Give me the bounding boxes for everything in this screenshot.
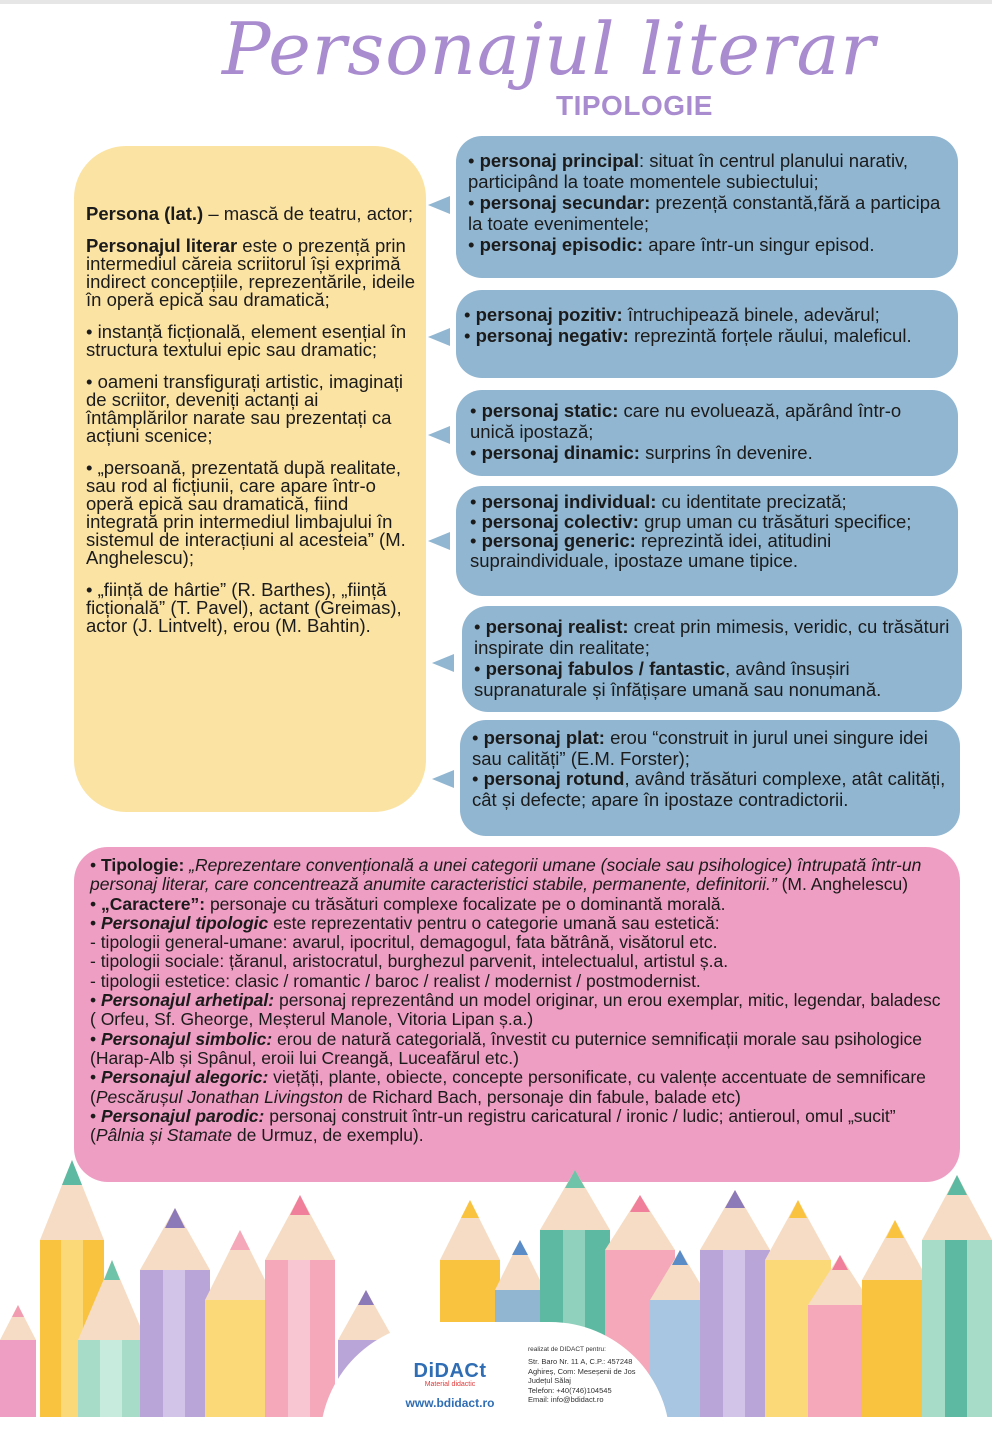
definition-personaj: Personajul literar este o prezență prin intermediul căreia scriitorul își exprimă indirect concepțiile, reprezentările, ideile în operă epică sau dramatică; bbox=[86, 235, 416, 310]
category-item: • personaj static: care nu evoluează, apărând într-o unică ipostază; bbox=[470, 400, 902, 442]
category-box-identity bbox=[456, 486, 958, 596]
category-item: • personaj plat: erou “construit in jurul unei singure idei sau calități” (E.M. Forster); bbox=[472, 727, 928, 769]
poster-title: Personajul literar bbox=[222, 7, 876, 91]
typology-arhetipal: • Personajul arhetipal: personaj reprezentând un model originar, un erou exemplar, mitic, legendar, baladesc ( Orfeu, Sf. Gheorge, Meșterul Manole, Vitoria Lipan ș.a.) bbox=[90, 990, 941, 1030]
category-item: • personaj generic: reprezintă idei, atitudini supraindividuale, ipostaze umane tipice. bbox=[470, 530, 832, 571]
category-item: • personaj realist: creat prin mimesis, veridic, cu trăsături inspirate din realitate; bbox=[474, 616, 950, 658]
category-item: • personaj principal: situat în centrul planului narativ, participând la toate momentele subiectului; bbox=[468, 150, 909, 192]
category-item: • personaj fabulos / fantastic, având însușiri supranaturale și înfățișare umană sau nonumană. bbox=[474, 658, 882, 700]
pencil-icon bbox=[205, 1230, 275, 1417]
top-border bbox=[0, 0, 992, 4]
pencil-icon bbox=[140, 1208, 210, 1417]
poster-subtitle: TIPOLOGIE bbox=[556, 90, 713, 121]
definition-oameni: • oameni transfigurați artistic, imaginați de scriitor, deveniți actanți ai întâmplărilor narate sau prezentați ca acțiuni scenice; bbox=[86, 371, 403, 446]
pencil-icon bbox=[700, 1190, 770, 1417]
typology-text bbox=[90, 856, 950, 1145]
category-item: • personaj pozitiv: întruchipează binele, adevărul; bbox=[464, 304, 880, 325]
category-item: • personaj secundar: prezență constantă,fără a participa la toate evenimentele; bbox=[468, 192, 941, 234]
category-box-complexity bbox=[460, 720, 960, 836]
definition-persona: Persona (lat.) – mască de teatru, actor; bbox=[86, 203, 413, 224]
arrow-icon bbox=[432, 770, 454, 788]
definition-text bbox=[86, 205, 421, 649]
category-item: • personaj colectiv: grup uman cu trăsături specifice; bbox=[470, 510, 912, 532]
pencil-icon bbox=[0, 1305, 36, 1417]
typology-simbolic: • Personajul simbolic: erou de natură categorială, învestit cu puternice semnificații morale sau psihologice (Harap-Alb și Spânul, eroii lui Creangă, Luceafărul etc.) bbox=[90, 1028, 922, 1068]
arrow-icon bbox=[428, 196, 450, 214]
typology-estetice: - tipologii estetice: clasic / romantic / baroc / realist / modernist / postmodernist. bbox=[90, 970, 701, 991]
arrow-icon bbox=[428, 532, 450, 550]
category-item: • personaj negativ: reprezintă forțele răului, maleficul. bbox=[464, 325, 912, 346]
category-box-evolution bbox=[456, 390, 958, 476]
category-item: • personaj rotund, având trăsături complexe, atât calități, cât și defecte; apare în ipostaze contradictorii. bbox=[472, 768, 946, 810]
pencil-icon bbox=[922, 1175, 992, 1417]
pencil-icon bbox=[265, 1195, 335, 1417]
typology-sociale: - tipologii sociale: țăranul, aristocratul, burghezul parvenit, intelectualul, artistul ș.a. bbox=[90, 951, 729, 972]
typology-alegoric: • Personajul alegoric: viețăți, plante, obiecte, concepte personificate, cu valențe accentuate de semnificare (Pescărușul Jonathan Livingston de Richard Bach, personaje din fabule, balade etc) bbox=[90, 1067, 926, 1107]
category-box-moral bbox=[456, 290, 958, 378]
footer-address: Str. Baro Nr. 11 A, C.P.: 457248 Aghireș, Com: Meseșenii de Jos Județul Sălaj Telefon: +40(746)104545 Email: info@bdidact.ro bbox=[528, 1357, 636, 1404]
category-box-reality bbox=[462, 606, 962, 712]
definition-synonyms: • „ființă de hârtie” (R. Barthes), „ființă ficțională” (T. Pavel), actant (Greimas), actor (J. Lintvelt), erou (M. Bahtin). bbox=[86, 579, 402, 636]
category-box-role bbox=[456, 136, 958, 278]
definition-quote: • „persoană, prezentată după realitate, sau rod al ficțiunii, care apare într-o operă epică sau dramatică, fiind integrată prin intermediul limbajului în sistemul de interacțiuni al acesteia” (M. Anghelescu); bbox=[86, 457, 406, 568]
arrow-icon bbox=[428, 328, 450, 346]
typology-definition: • Tipologie: „Reprezentare convențională a unei categorii umane (sociale sau psihologice) întrupată într-un personaj literar, care concentrează anumite caracteristici stabile, permanente, definitorii.” (M. Anghelescu) bbox=[90, 855, 922, 895]
pencil-icon bbox=[862, 1220, 928, 1417]
definition-instanta: • instanță ficțională, element esențial în structura textului epic sau dramatic; bbox=[86, 321, 407, 360]
brand-logo bbox=[385, 1360, 515, 1410]
footer-made-by: realizat de DIDACT pentru: bbox=[528, 1346, 606, 1353]
brand-tagline: Material didactic bbox=[424, 1381, 476, 1388]
category-item: • personaj individual: cu identitate precizată; bbox=[470, 491, 847, 512]
brand-url[interactable]: www.bdidact.ro bbox=[405, 1396, 495, 1410]
brand-name: DiDACt bbox=[413, 1360, 487, 1382]
typology-caractere: • „Caractere”: personaje cu trăsături complexe focalizate pe o dominantă morală. bbox=[90, 893, 726, 914]
arrow-icon bbox=[432, 654, 454, 672]
typology-tipologic: • Personajul tipologic este reprezentativ pentru o categorie umană sau estetică: bbox=[90, 912, 720, 933]
category-item: • personaj dinamic: surprins în devenire. bbox=[470, 442, 813, 463]
typology-parodic: • Personajul parodic: personaj construit într-un registru caricatural / ironic / ludic; antieroul, omul „sucit” (Pâlnia și Stamate de Urmuz, de exemplu). bbox=[90, 1105, 896, 1146]
category-item: • personaj episodic: apare într-un singur episod. bbox=[468, 234, 875, 255]
arrow-icon bbox=[428, 426, 450, 444]
typology-general: - tipologii general-umane: avarul, ipocritul, demagogul, fata bătrână, visătorul etc. bbox=[90, 932, 718, 953]
